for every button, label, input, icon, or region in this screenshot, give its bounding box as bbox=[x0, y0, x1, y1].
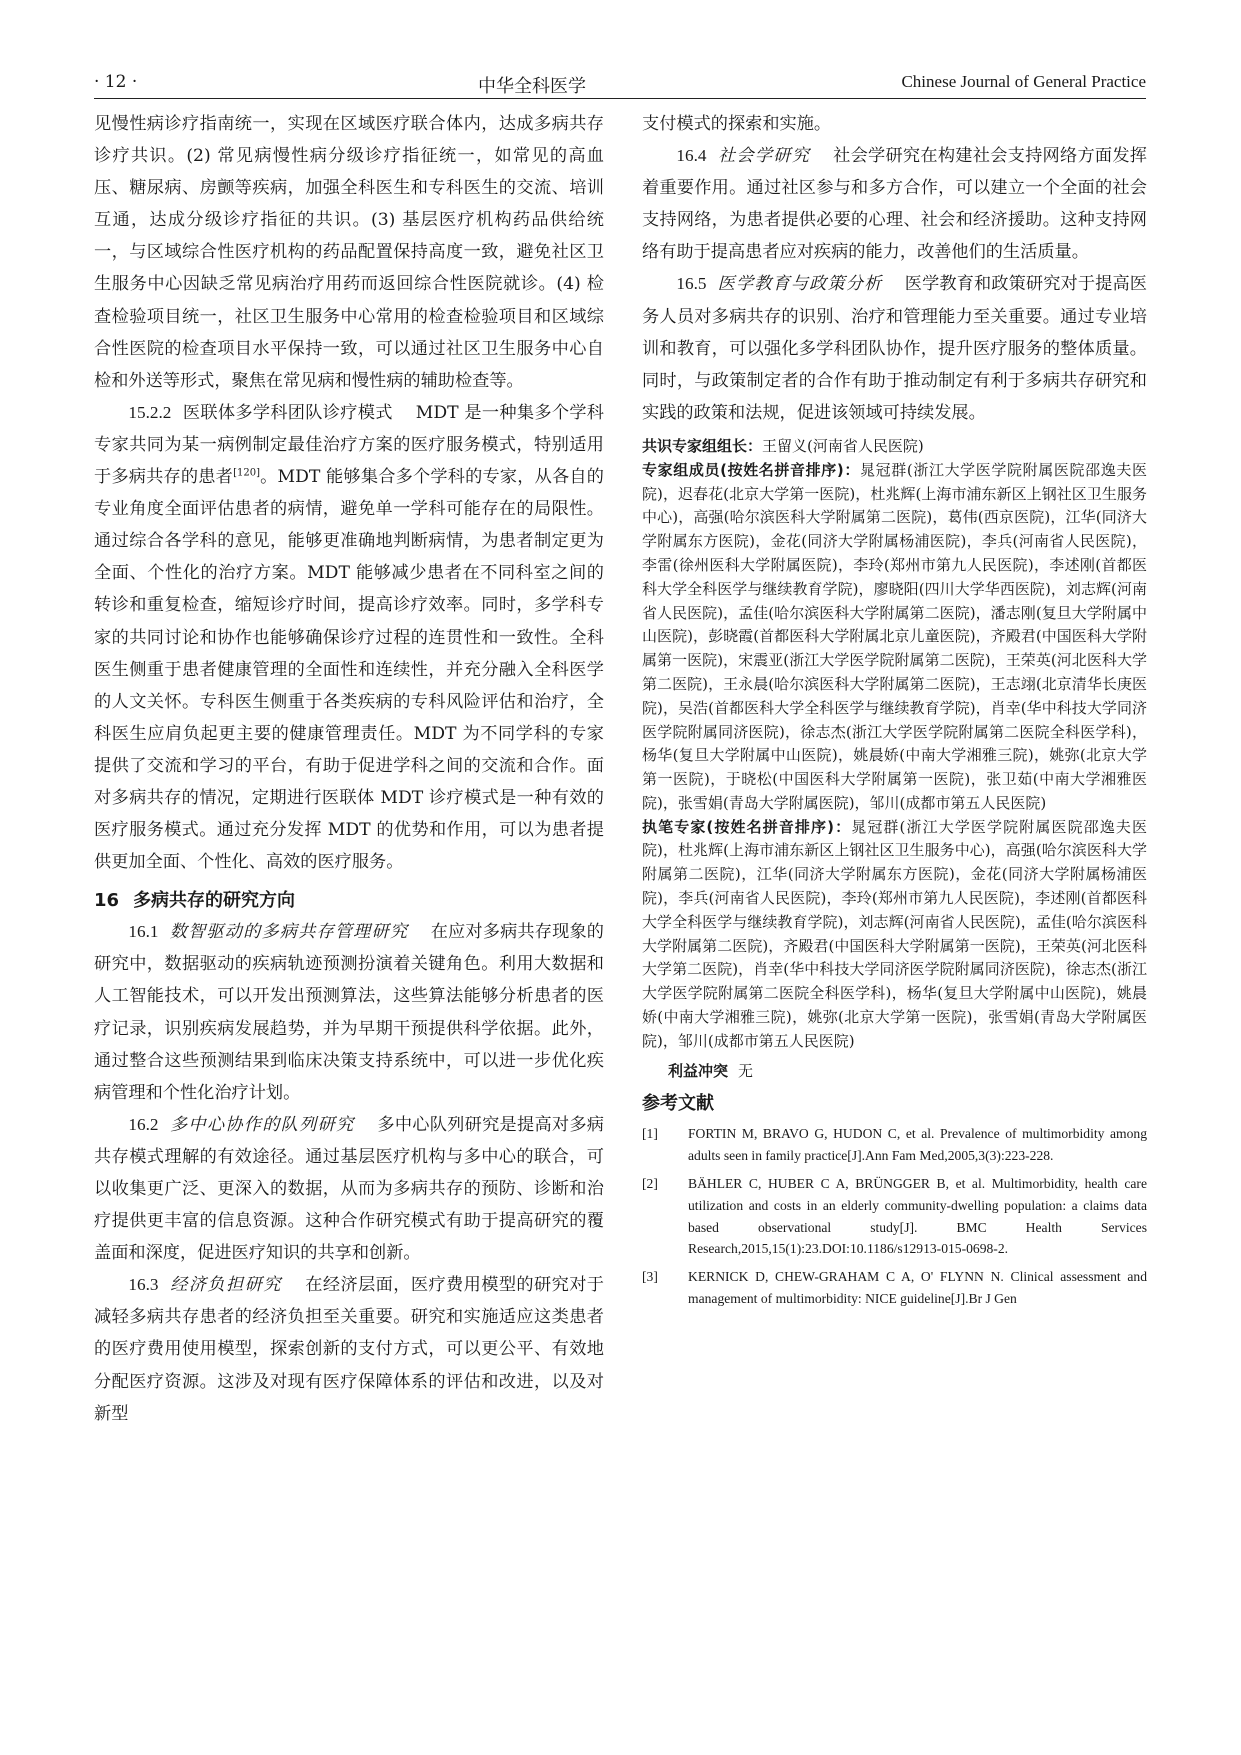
section-text-cont: 。MDT 能够集合多个学科的专家，从各自的专业角度全面评估患者的病情，避免单一学科可能存在的局限性。通过综合各学科的意见，能够更准确地判断病情，为患者制定更为全面、个性化的治疗方案。MDT 能够减少患者在不同科室之间的转诊和重复检查，缩短诊疗时间，提高诊疗效率。同时，多学科专家的共同讨论和协作也能够确保诊疗过程的连贯性和一致性。全科医生侧重于患者健康管理的全面性和连续性，并充分融入全科医学的人文关怀。专科医生侧重于各类疾病的专科风险评估和治疗，全科医生应肩负起更主要的健康管理责任。MDT 为不同学科的专家提供了交流和学习的平台，有助于促进学科之间的交流和合作。面对多病共存的情况，定期进行医联体 MDT 诊疗模式是一种有效的医疗服务模式。通过充分发挥 MDT 的优势和作用，可以为患者提供更加全面、个性化、高效的医疗服务。 bbox=[94, 467, 604, 873]
reference-text: BÄHLER C, HUBER C A, BRÜNGGER B, et al. Multimorbidity, health care utilization and costs in an elderly community-dwelling population: a claims data based observational study[J]. BMC Health Services Research,2015,15(1):23.DOI:10.1186/s12913-015-0698-2. bbox=[688, 1176, 1147, 1257]
coi-label: 利益冲突 bbox=[668, 1061, 729, 1080]
reference-number: [2] bbox=[642, 1176, 658, 1192]
citation-ref[interactable]: [120] bbox=[233, 467, 260, 479]
group-leader bbox=[642, 435, 1147, 459]
section-number: 16.5 bbox=[676, 274, 707, 294]
section-16-2 bbox=[94, 1109, 604, 1269]
section-title: 数智驱动的多病共存管理研究 bbox=[169, 922, 409, 943]
section-text: 在经济层面，医疗费用模型的研究对于减轻多病共存患者的经济负担至关重要。研究和实施适应这类患者的医疗费用使用模型，探索创新的支付方式，可以更公平、有效地分配医疗资源。这涉及对现有医疗保障体系的评估和改进，以及对新型 bbox=[94, 1275, 604, 1424]
coi-text: 无 bbox=[738, 1061, 754, 1080]
references-heading: 参考文献 bbox=[642, 1093, 714, 1115]
page-number: · 12 · bbox=[94, 72, 138, 92]
section-number: 16.1 bbox=[128, 922, 159, 942]
section-title: 多中心协作的队列研究 bbox=[169, 1114, 355, 1135]
right-column bbox=[642, 108, 1147, 1316]
writing-experts-text: 晁冠群(浙江大学医学院附属医院邵逸夫医院)，杜兆辉(上海市浦东新区上钢社区卫生服务中心)，高强(哈尔滨医科大学附属第二医院)，江华(同济大学附属东方医院)，金花(同济大学附属杨浦医院)，李兵(河南省人民医院)，李玲(郑州市第九人民医院)，李述刚(首都医科大学全科医学与继续教育学院)，刘志辉(河南省人民医院)，孟佳(哈尔滨医科大学附属第二医院)，齐殿君(中国医科大学附属第一医院)，王荣英(河北医科大学第二医院)，肖幸(华中科技大学同济医学院附属同济医院)，徐志杰(浙江大学医学院附属第二医院全科医学科)，杨华(复旦大学附属中山医院)，姚晨娇(中南大学湘雅三院)，姚弥(北京大学第一医院)，张雪娟(青岛大学附属医院)，邹川(成都市第五人民医院) bbox=[642, 817, 1147, 1050]
section-title: 经济负担研究 bbox=[170, 1275, 282, 1296]
reference-item bbox=[642, 1173, 1147, 1260]
header-rule bbox=[94, 98, 1146, 99]
writing-experts bbox=[642, 816, 1147, 1054]
section-text: 多中心队列研究是提高对多病共存模式理解的有效途径。通过基层医疗机构与多中心的联合，可以收集更广泛、更深入的数据，从而为多病共存的预防、诊断和治疗提供更丰富的信息资源。这种合作研究模式有助于提高研究的覆盖面和深度，促进医疗知识的共享和创新。 bbox=[94, 1114, 604, 1264]
heading-number: 16 bbox=[94, 890, 120, 912]
paragraph-guideline-unification: 见慢性病诊疗指南统一，实现在区域医疗联合体内，达成多病共存诊疗共识。(2) 常见病慢性病分级诊疗指征统一，如常见的高血压、糖尿病、房颤等疾病，加强全科医生和专科医生的交流、培训互通，达成分级诊疗指征的共识。(3) 基层医疗机构药品供给统一，与区域综合性医疗机构的药品配置保持高度一致，避免社区卫生服务中心因缺乏常见病治疗用药而返回综合性医院就诊。(4) 检查检验项目统一，社区卫生服务中心常用的检查检验项目和区域综合性医院的检查项目水平保持一致，可以通过社区卫生服务中心自检和外送等形式，聚焦在常见病和慢性病的辅助检查等。 bbox=[94, 114, 604, 391]
expert-list bbox=[642, 435, 1147, 1084]
section-16-5 bbox=[642, 268, 1147, 428]
section-15-2-2 bbox=[94, 397, 604, 878]
section-16-4 bbox=[642, 140, 1147, 268]
section-title: 医联体多学科团队诊疗模式 bbox=[182, 402, 393, 423]
conflict-of-interest bbox=[642, 1060, 1147, 1084]
journal-title-en: Chinese Journal of General Practice bbox=[901, 72, 1146, 91]
reference-text: KERNICK D, CHEW-GRAHAM C A, O' FLYNN N. Clinical assessment and management of multimorbidity: NICE guideline[J].Br J Gen bbox=[688, 1269, 1147, 1307]
section-text: 在应对多病共存现象的研究中，数据驱动的疾病轨迹预测扮演着关键角色。利用大数据和人工智能技术，可以开发出预测算法，这些算法能够分析患者的医疗记录，识别疾病发展趋势，并为早期干预提供科学依据。此外，通过整合这些预测结果到临床决策支持系统中，可以进一步优化疾病管理和个性化治疗计划。 bbox=[94, 922, 604, 1103]
reference-item bbox=[642, 1123, 1147, 1167]
reference-number: [1] bbox=[642, 1126, 658, 1142]
section-16-1 bbox=[94, 916, 604, 1109]
group-members bbox=[642, 459, 1147, 816]
reference-text: FORTIN M, BRAVO G, HUDON C, et al. Prevalence of multimorbidity among adults seen in family practice[J].Ann Fam Med,2005,3(3):223-228. bbox=[688, 1126, 1147, 1164]
paragraph-continuation: 支付模式的探索和实施。 bbox=[642, 114, 832, 134]
section-heading-16 bbox=[94, 886, 604, 916]
section-title: 社会学研究 bbox=[717, 146, 811, 167]
section-number: 16.2 bbox=[128, 1114, 159, 1134]
group-members-text: 晁冠群(浙江大学医学院附属医院邵逸夫医院)，迟春花(北京大学第一医院)，杜兆辉(上海市浦东新区上钢社区卫生服务中心)，高强(哈尔滨医科大学附属第二医院)，葛伟(西京医院)，江华(同济大学附属东方医院)，金花(同济大学附属杨浦医院)，李兵(河南省人民医院)，李雷(徐州医科大学附属医院)，李玲(郑州市第九人民医院)，李述刚(首都医科大学全科医学与继续教育学院)，廖晓阳(四川大学华西医院)，刘志辉(河南省人民医院)，孟佳(哈尔滨医科大学附属第二医院)，潘志刚(复旦大学附属中山医院)，彭晓霞(首都医科大学附属北京儿童医院)，齐殿君(中国医科大学附属第一医院)，宋震亚(浙江大学医学院附属第二医院)，王荣英(河北医科大学第二医院)，王永晨(哈尔滨医科大学附属第二医院)，王志翊(北京清华长庚医院)，吴浩(首都医科大学全科医学与继续教育学院)，肖幸(华中科技大学同济医学院附属同济医院)，徐志杰(浙江大学医学院附属第二医院全科医学科)，杨华(复旦大学附属中山医院)，姚晨娇(中南大学湘雅三院)，姚弥(北京大学第一医院)，于晓松(中国医科大学附属第一医院)，张卫茹(中南大学湘雅医院)，张雪娟(青岛大学附属医院)，邹川(成都市第五人民医院) bbox=[642, 460, 1147, 812]
section-text: 医学教育和政策研究对于提高医务人员对多病共存的识别、治疗和管理能力至关重要。通过专业培训和教育，可以强化多学科团队协作，提升医疗服务的整体质量。同时，与政策制定者的合作有助于推动制定有利于多病共存研究和实践的政策和法规，促进该领域可持续发展。 bbox=[642, 274, 1147, 423]
section-number: 16.4 bbox=[676, 146, 707, 166]
group-members-label: 专家组成员(按姓名拼音排序)： bbox=[642, 460, 860, 479]
section-16-3 bbox=[94, 1269, 604, 1429]
left-column bbox=[94, 108, 604, 1430]
page-header bbox=[94, 72, 1146, 98]
heading-title: 多病共存的研究方向 bbox=[133, 890, 296, 912]
section-text: MDT 是一种集多个学科专家共同为某一病例制定最佳治疗方案的医疗服务模式，特别适用于多病共存的患者 bbox=[94, 402, 604, 488]
reference-item bbox=[642, 1266, 1147, 1310]
writing-experts-label: 执笔专家(按姓名拼音排序)： bbox=[642, 817, 852, 836]
reference-number: [3] bbox=[642, 1269, 658, 1285]
journal-title-cn: 中华全科医学 bbox=[478, 76, 586, 97]
section-number: 15.2.2 bbox=[128, 402, 172, 422]
section-title: 医学教育与政策分析 bbox=[717, 274, 883, 295]
section-number: 16.3 bbox=[128, 1275, 159, 1295]
group-leader-text: 王留义(河南省人民医院) bbox=[762, 436, 924, 455]
section-text: 社会学研究在构建社会支持网络方面发挥着重要作用。通过社区参与和多方合作，可以建立一个全面的社会支持网络，为患者提供必要的心理、社会和经济援助。这种支持网络有助于提高患者应对疾病的能力，改善他们的生活质量。 bbox=[642, 146, 1147, 263]
group-leader-label: 共识专家组组长： bbox=[642, 436, 763, 455]
